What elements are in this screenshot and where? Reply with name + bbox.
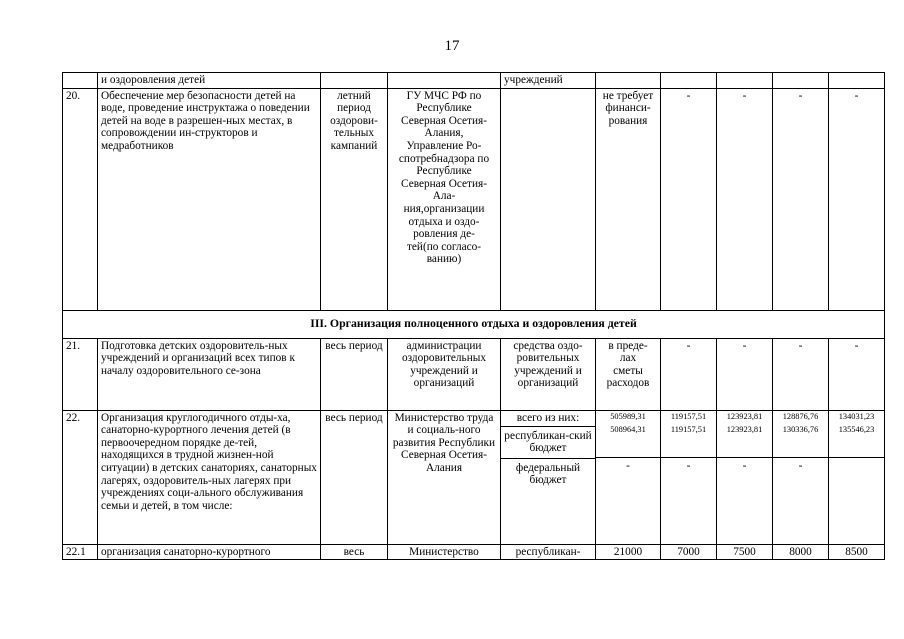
year2-cell — [717, 73, 773, 89]
year4-cell: 8500 — [829, 544, 885, 560]
year1-cell: - — [661, 88, 717, 310]
period-cell: весь период — [321, 410, 388, 544]
period-cell: весь — [321, 544, 388, 560]
source-cell: республикан- — [501, 544, 596, 560]
source-cell: учреждений — [501, 73, 596, 89]
source-republic-label: республикан-ский бюджет — [501, 426, 595, 457]
event-cell: и оздоровления детей — [98, 73, 321, 89]
total-cell: в преде-лах сметы расходов — [596, 338, 661, 410]
total-cell — [596, 73, 661, 89]
year4-cell: - — [829, 88, 885, 310]
amount-republic: 119157,51 — [670, 424, 707, 434]
row-num: 22. — [63, 410, 98, 544]
year1-cell — [661, 410, 717, 544]
year3-cell: - — [773, 88, 829, 310]
executor-cell: ГУ МЧС РФ по Республике Северная Осетия-Алания, Управление Ро-спотребнадзора по Республике Северная Осетия-Ала-ния,организации отдыха и оздо-ровления де-тей(по согласо-ванию) — [388, 88, 501, 310]
table-row — [63, 73, 885, 89]
year1-cell — [661, 73, 717, 89]
row-num: 21. — [63, 338, 98, 410]
total-cell — [596, 410, 661, 544]
row-num — [63, 73, 98, 89]
year4-cell: - — [829, 338, 885, 410]
table-row — [63, 410, 885, 544]
source-federal-label: федеральный бюджет — [501, 458, 595, 487]
year2-cell: 7500 — [717, 544, 773, 560]
amount-republic: 130336,76 — [782, 424, 819, 434]
event-cell: Организация круглогодичного отды-ха, санаторно-курортного лечения детей (в первоочередном порядке де-тей, находящихся в трудной жизнен-ной ситуации) в детских санаториях, санаторных лагерях, оздоровитель-ных лагерях при учреждениях соци-ального обслуживания семьи и детей, в том числе: — [98, 410, 321, 544]
year2-cell: - — [717, 88, 773, 310]
page-number: 17 — [444, 38, 460, 54]
year3-cell: - — [773, 338, 829, 410]
executor-cell: администрации оздоровительных учреждений и организаций — [388, 338, 501, 410]
year4-cell — [829, 410, 885, 544]
table-row — [63, 88, 885, 310]
amount-total: 119157,51 — [670, 411, 707, 421]
total-cell: 21000 — [596, 544, 661, 560]
amount-federal — [831, 458, 882, 461]
program-table — [62, 72, 885, 560]
source-total-label: всего из них: — [516, 411, 580, 424]
event-cell: организация санаторно-курортного — [98, 544, 321, 560]
amount-republic: 123923,81 — [726, 424, 763, 434]
amount-total: 134031,23 — [838, 411, 875, 421]
amount-federal: - — [686, 459, 691, 472]
year2-cell: - — [717, 338, 773, 410]
amount-total: 128876,76 — [782, 411, 819, 421]
period-cell — [321, 73, 388, 89]
year1-cell: - — [661, 338, 717, 410]
table-row — [63, 338, 885, 410]
total-cell: не требует финанси-рования — [596, 88, 661, 310]
executor-cell — [388, 73, 501, 89]
year4-cell — [829, 73, 885, 89]
section-heading-row — [63, 310, 885, 338]
row-num: 22.1 — [63, 544, 98, 560]
executor-cell: Министерство — [388, 544, 501, 560]
period-cell: весь период — [321, 338, 388, 410]
section-title: III. Организация полноценного отдыха и оздоровления детей — [63, 310, 885, 338]
year2-cell — [717, 410, 773, 544]
amount-federal: - — [798, 459, 803, 472]
source-cell: средства оздо-ровительных учреждений и организаций — [501, 338, 596, 410]
event-cell: Обеспечение мер безопасности детей на воде, проведение инструктажа о поведении детей на воде в разрешен-ных местах, в сопровождении ин-структоров и медработников — [98, 88, 321, 310]
source-cell — [501, 410, 596, 544]
period-cell: летний период оздорови-тельных кампаний — [321, 88, 388, 310]
year1-cell: 7000 — [661, 544, 717, 560]
year3-cell — [773, 410, 829, 544]
amount-republic: 135546,23 — [838, 424, 875, 434]
event-cell: Подготовка детских оздоровитель-ных учреждений и организаций всех типов к началу оздоровительного се-зона — [98, 338, 321, 410]
amount-total: 123923,81 — [726, 411, 763, 421]
amount-republic: 508964,31 — [610, 424, 646, 434]
amount-federal: - — [742, 459, 747, 472]
executor-cell: Министерство труда и социаль-ного развития Республики Северная Осетия-Алания — [388, 410, 501, 544]
amount-total: 505989,31 — [610, 411, 646, 421]
source-cell — [501, 88, 596, 310]
row-num: 20. — [63, 88, 98, 310]
year3-cell — [773, 73, 829, 89]
amount-federal: - — [626, 459, 630, 472]
year3-cell: 8000 — [773, 544, 829, 560]
table-row — [63, 544, 885, 560]
